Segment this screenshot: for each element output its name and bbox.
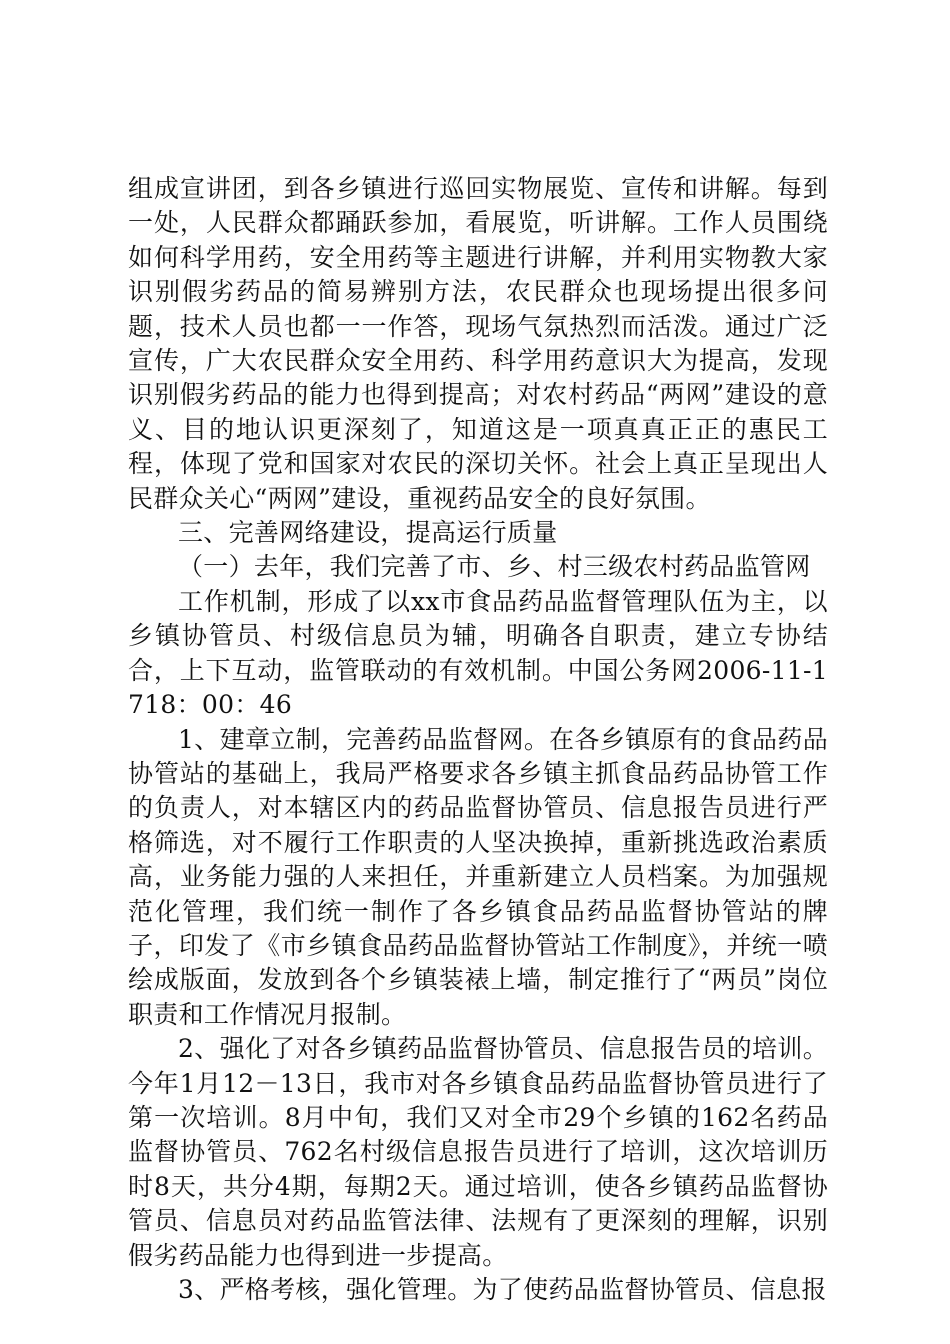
paragraph-work-mechanism: 工作机制，形成了以xx市食品药品监督管理队伍为主，以乡镇协管员、村级信息员为辅，明确各自职责，建立专协结合，上下互动，监管联动的有效机制。中国公务网2006-11-1718：00：46 <box>128 586 828 720</box>
paragraph-item-1: 1、建章立制，完善药品监督网。在各乡镇原有的食品药品协管站的基础上，我局严格要求各乡镇主抓食品药品协管工作的负责人，对本辖区内的药品监督协管员、信息报告员进行严格筛选，对不履行工作职责的人坚决换掉，重新挑选政治素质高，业务能力强的人来担任，并重新建立人员档案。为加强规范化管理，我们统一制作了各乡镇食品药品监督协管站的牌子，印发了《市乡镇食品药品监督协管站工作制度》，并统一喷绘成版面，发放到各个乡镇装裱上墙，制定推行了“两员”岗位职责和工作情况月报制。 <box>128 724 828 1029</box>
document-body <box>128 172 828 1307</box>
section-heading-network: 三、完善网络建设，提高运行质量 <box>178 518 558 548</box>
subsection-heading-1: （一）去年，我们完善了市、乡、村三级农村药品监管网 <box>178 552 811 582</box>
paragraph-item-2: 2、强化了对各乡镇药品监督协管员、信息报告员的培训。今年1月12－13日，我市对各乡镇食品药品监督协管员进行了第一次培训。8月中旬，我们又对全市29个乡镇的162名药品监督协管员、762名村级信息报告员进行了培训，这次培训历时8天，共分4期，每期2天。通过培训，使各乡镇药品监督协管员、信息员对药品监管法律、法规有了更深刻的理解，识别假劣药品能力也得到进一步提高。 <box>128 1034 828 1270</box>
paragraph-promotion-tour: 组成宣讲团，到各乡镇进行巡回实物展览、宣传和讲解。每到一处，人民群众都踊跃参加，看展览，听讲解。工作人员围绕如何科学用药，安全用药等主题进行讲解，并利用实物教大家识别假劣药品的简易辨别方法，农民群众也现场提出很多问题，技术人员也都一一作答，现场气氛热烈而活泼。通过广泛宣传，广大农民群众安全用药、科学用药意识大为提高，发现识别假劣药品的能力也得到提高；对农村药品“两网”建设的意义、目的地认识更深刻了，知道这是一项真真正正的惠民工程，体现了党和国家对农民的深切关怀。社会上真正呈现出人民群众关心“两网”建设，重视药品安全的良好氛围。 <box>128 174 828 513</box>
paragraph-item-3: 3、严格考核，强化管理。为了使药品监督协管员、信息报 <box>178 1275 827 1304</box>
